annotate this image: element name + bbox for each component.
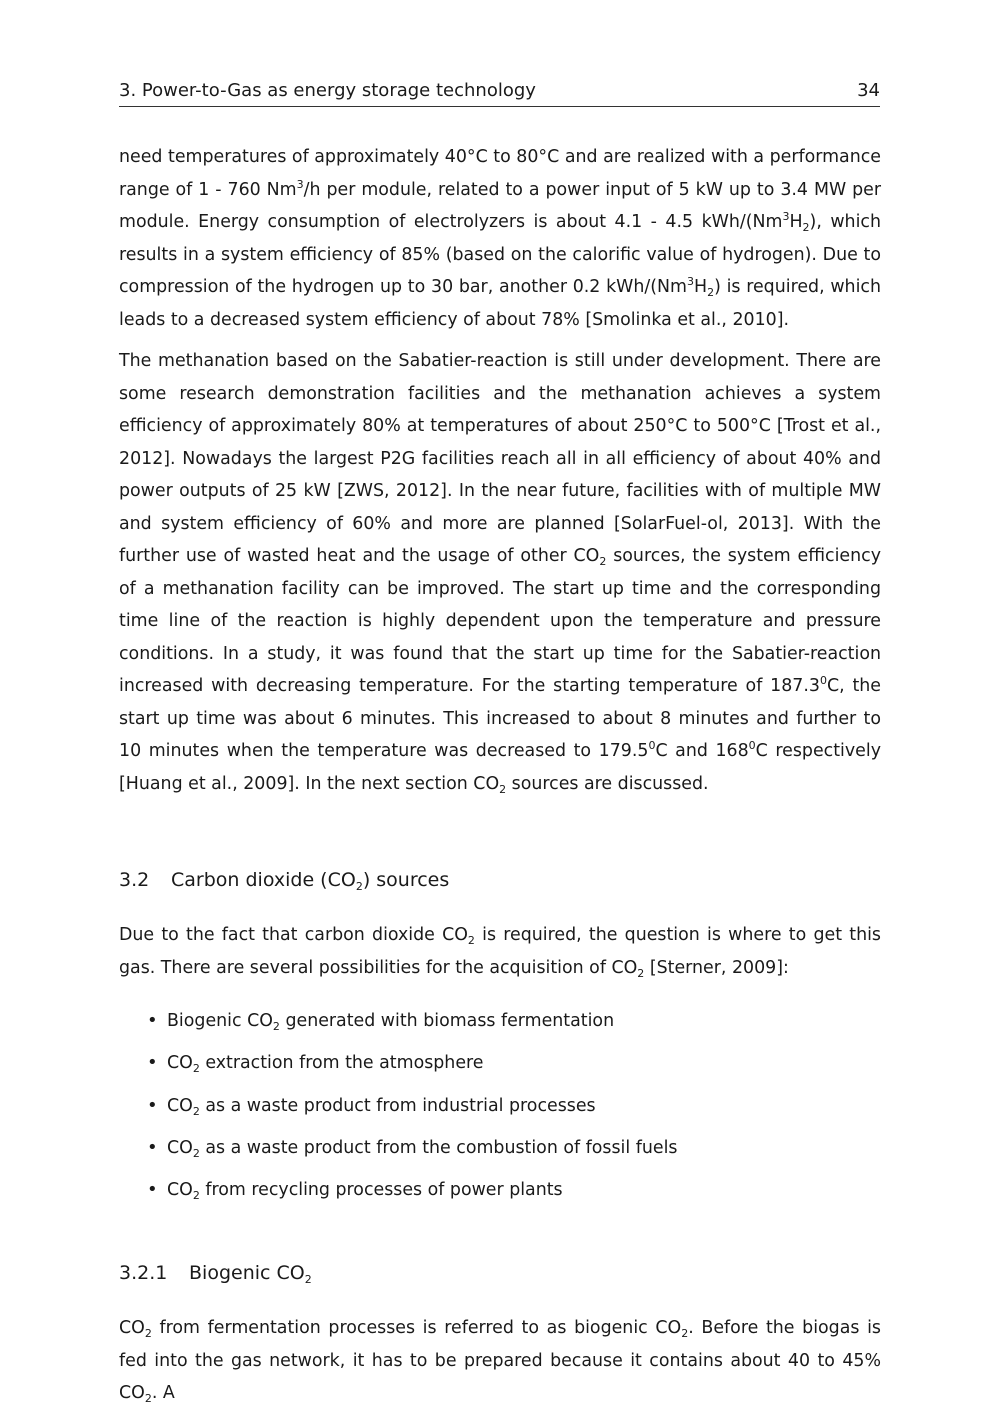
paragraph-electrolysis: need temperatures of approximately 40°C to 80°C and are realized with a performance range of 1 - 760 Nm$^3$/h per module, related to a power input of 5 kW up to 3.4 MW per module. Energy consumption of electrolyzers is about 4.1 - 4.5 kWh/$(Nm^3H_2)$, which results in a system efficiency of 85% (based on the calorific value of hydrogen). Due to compression of the hydrogen up to 30 bar, another 0.2 kWh/$(Nm^3H_2)$ is required, which leads to a decreased system efficiency of about 78% [Smolinka et al., 2010]. <box>119 147 881 330</box>
page-number: 34 <box>857 80 880 101</box>
section-heading-3-2: 3.2 Carbon dioxide $(CO_2)$ sources <box>119 869 450 893</box>
body-text <box>119 141 881 1410</box>
paragraph-co2-acquisition: Due to the fact that carbon dioxide $CO_2$ is required, the question is where to get this gas. There are several possibilities for the acquisition of $CO_2$ [Sterner, 2009]: <box>119 925 881 980</box>
running-header <box>119 80 880 107</box>
list-item: • Biogenic $CO_2$ generated with biomass fermentation <box>119 1000 881 1042</box>
paragraph-methanation: The methanation based on the Sabatier-reaction is still under development. There are some research demonstration facilities and the methanation achieves a system efficiency of approximately 80% at temperatures of about 250°C to 500°C [Trost et al., 2012]. Nowadays the largest P2G facilities reach all in all efficiency of about 40% and power outputs of 25 kW [ZWS, 2012]. In the near future, facilities with of multiple MW and system efficiency of 60% and more are planned [SolarFuel-ol, 2013]. With the further use of wasted heat and the usage of other $CO_2$ sources, the system efficiency of a methanation facility can be improved. The start up time and the corresponding time line of the reaction is highly dependent upon the temperature and pressure conditions. In a study, it was found that the start up time for the Sabatier-reaction increased with decreasing temperature. For the starting temperature of 187.3$^0$C, the start up time was about 6 minutes. This increased to about 8 minutes and further to 10 minutes when the temperature was decreased to 179.5$^0$C and $168^0C$ respectively [Huang et al., 2009]. In the next section $CO_2$ sources are discussed. <box>119 351 881 796</box>
subsection-number: 3.2.1 <box>119 1262 168 1285</box>
list-item: • $CO_2$ as a waste product from industrial processes <box>119 1085 881 1127</box>
list-item: • $CO_2$ extraction from the atmosphere <box>119 1042 881 1084</box>
list-item: • $CO_2$ from recycling processes of power plants <box>119 1169 881 1211</box>
co2-sources-list <box>119 1000 881 1211</box>
paragraph-biogenic-co2: $CO_2$ from fermentation processes is referred to as biogenic $CO_2$. Before the biogas is fed into the gas network, it has to be prepared because it contains about 40 to 45% $CO_2$. A <box>119 1318 881 1406</box>
section-heading-3-2-1: 3.2.1 Biogenic $CO_2$ <box>119 1262 312 1287</box>
list-item: • $CO_2$ as a waste product from the combustion of fossil fuels <box>119 1127 881 1169</box>
chapter-title: 3. Power-to-Gas as energy storage technology <box>119 80 536 101</box>
section-number: 3.2 <box>119 869 150 891</box>
